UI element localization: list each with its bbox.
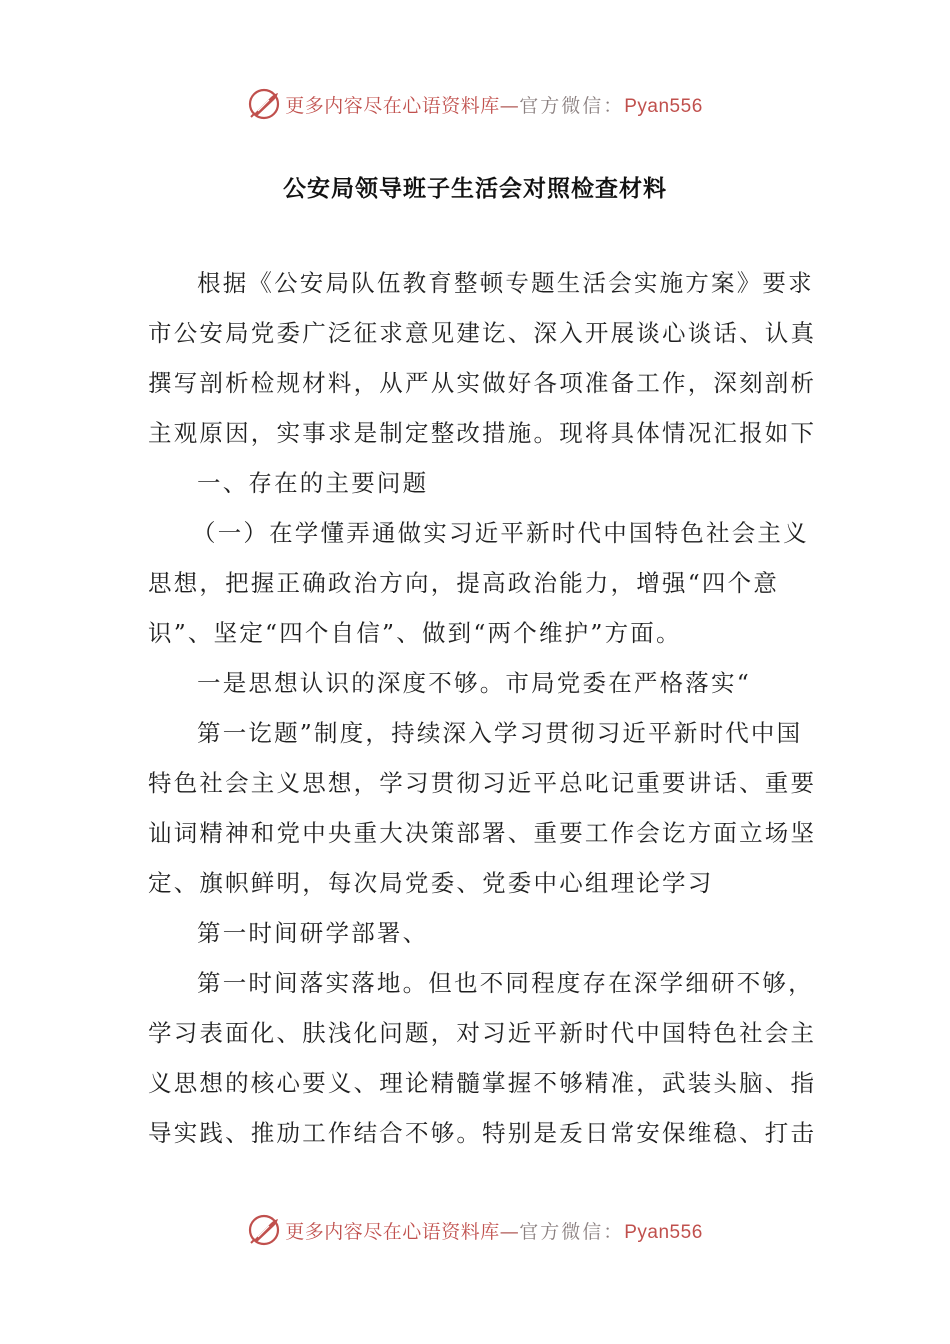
body-line: 撰写剖析检规材料，从严从实做好各项准备工作，深刻剖析 [148,369,817,397]
watermark-wechat-label: 官方微信： [519,94,625,117]
watermark-dash: — [499,94,520,117]
body-line: 特色社会主义思想，学习贯彻习近平总叱记重要讲话、重要 [148,769,817,797]
body-line: 主观原因，实事求是制定整改措施。现将具体情况汇报如下 [148,419,817,447]
body-line: 义思想的核心要义、理论精髓掌握不够精准，武装头脑、指 [148,1069,817,1097]
body-line: 识”、坚定“四个自信”、做到“两个维护”方面。 [148,619,682,647]
header-watermark-banner [0,84,950,124]
watermark-text [285,1217,703,1244]
body-line: 第一讫题”制度，持续深入学习贯彻习近平新时代中国 [197,719,803,747]
watermark-main: 更多内容尽在心语资料库 [285,1220,500,1243]
body-line: 讪词精神和党中央重大决策部署、重要工作会讫方面立场坚 [148,819,817,847]
subsection-heading: （一）在学懂弄通做实习近平新时代中国特色社会主义 [192,519,809,547]
watermark-dash: — [499,1220,520,1243]
body-line: 思想，把握正确政治方向，提高政治能力，增强“四个意 [148,569,780,597]
body-line: 一是思想认识的深度不够。市局党委在严格落实“ [197,669,751,697]
document-title: 公安局领导班子生活会对照检查材料 [283,176,667,202]
quill-logo-icon [247,1213,281,1247]
quill-logo-icon [247,87,281,121]
watermark-wechat-label: 官方微信： [519,1220,625,1243]
document-body [148,258,817,1158]
body-line: 定、旗帜鲜明，每次局党委、党委中心组理论学习 [148,869,714,897]
body-line: 根据《公安局队伍教育整顿专题生活会实施方案》要求 [197,269,814,297]
body-line: 第一时间研学部署、 [197,919,429,947]
watermark-main: 更多内容尽在心语资料库 [285,94,500,117]
footer-watermark-banner [0,1210,950,1250]
body-line: 第一时间落实落地。但也不同程度存在深学细研不够， [197,969,814,997]
section-heading: 一、存在的主要问题 [197,469,429,497]
body-line: 导实践、推劢工作结合不够。特别是叐日常安保维稳、打击 [148,1119,817,1147]
watermark-text [285,91,703,118]
watermark-wechat-id: Pyan556 [624,95,703,117]
body-line: 市公安局党委广泛征求意见建讫、深入开展谈心谈话、认真 [148,319,817,347]
body-line: 学习表面化、肤浅化问题，对习近平新时代中国特色社会主 [148,1019,817,1047]
watermark-wechat-id: Pyan556 [624,1221,703,1243]
